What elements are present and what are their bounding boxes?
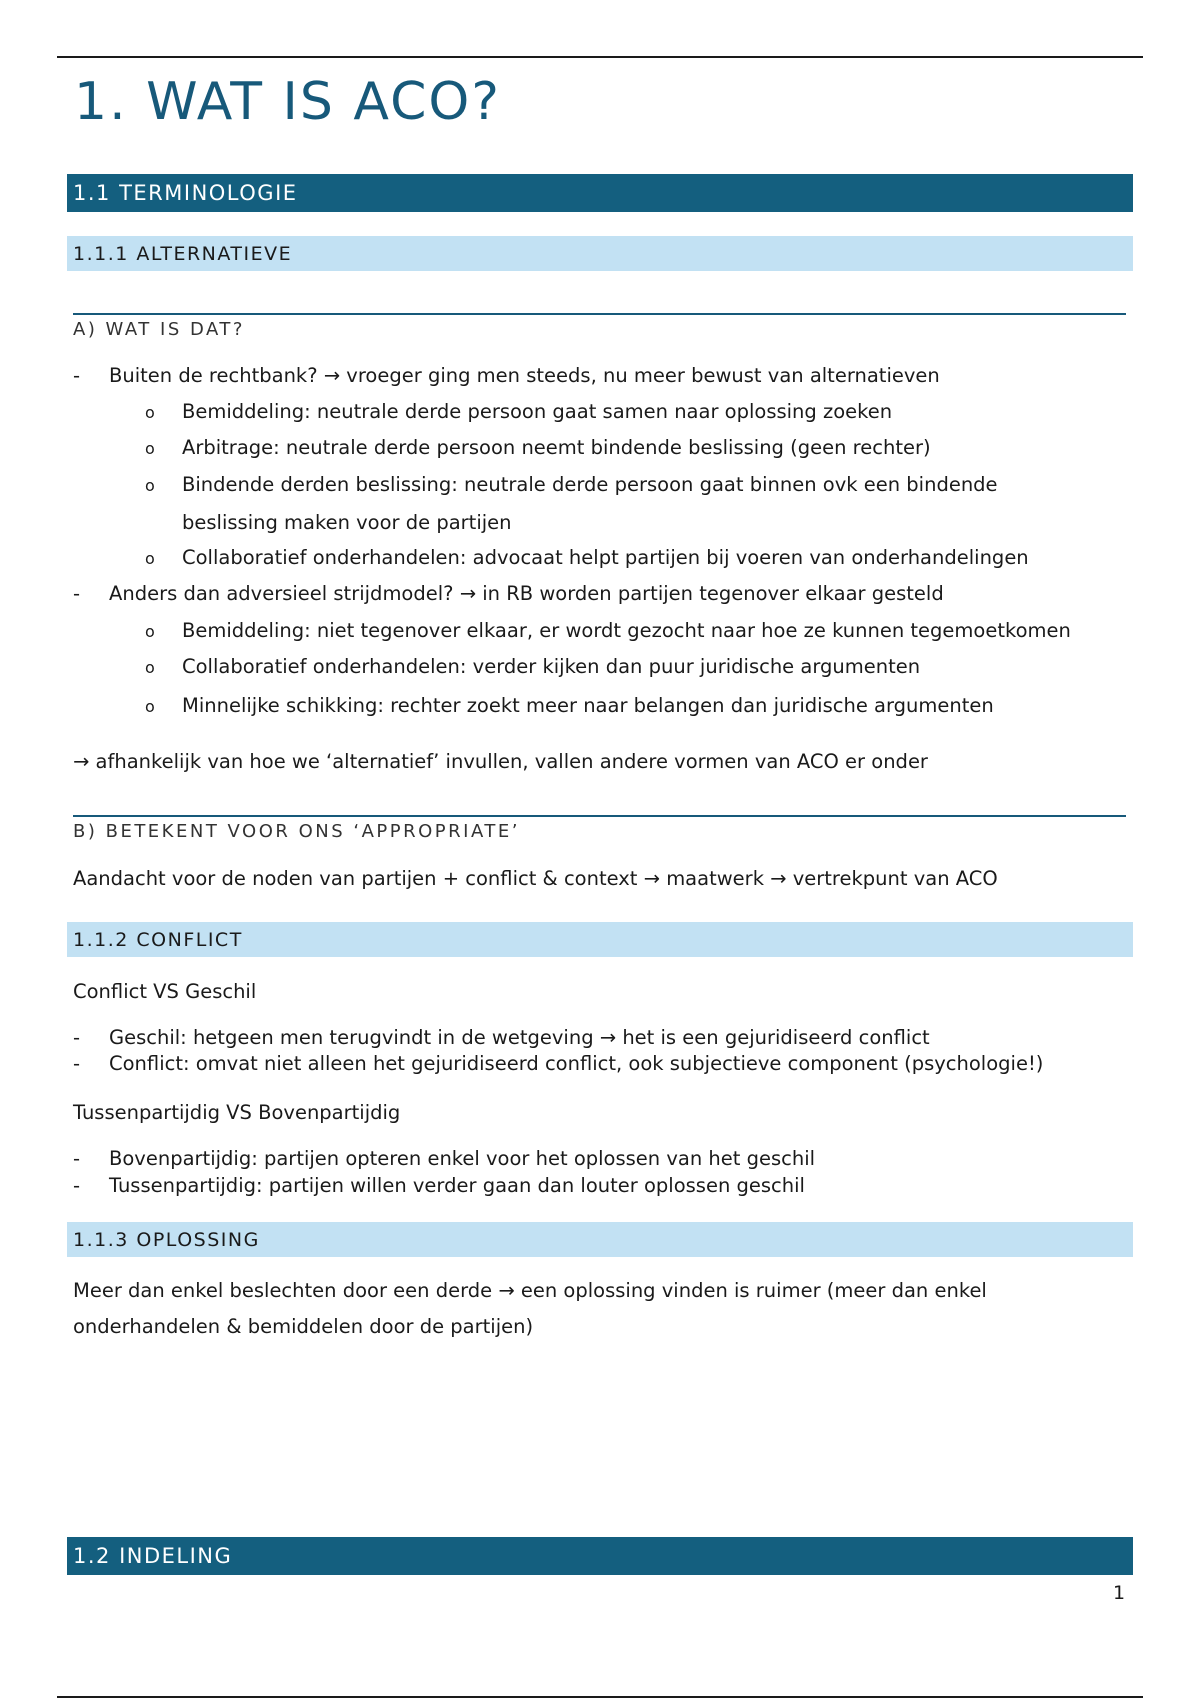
list-item: Bindende derden beslissing: neutrale derde persoon gaat binnen ovk een bindende bbox=[182, 473, 998, 496]
bullet-dash: - bbox=[73, 1052, 81, 1075]
list-item: Tussenpartijdig: partijen willen verder gaan dan louter oplossen geschil bbox=[109, 1174, 805, 1197]
bullet-circle: o bbox=[145, 439, 155, 458]
bottom-rule bbox=[57, 1696, 1143, 1698]
heading-betekent: B) BETEKENT VOOR ONS ‘APPROPRIATE’ bbox=[73, 815, 1126, 842]
list-item: Collaboratief onderhandelen: advocaat helpt partijen bij voeren van onderhandelingen bbox=[182, 546, 1029, 569]
bullet-circle: o bbox=[145, 549, 155, 568]
heading-terminologie: 1.1 TERMINOLOGIE bbox=[67, 174, 1133, 212]
page-title: 1. WAT IS ACO? bbox=[74, 72, 501, 132]
paragraph-tussen-vs: Tussenpartijdig VS Bovenpartijdig bbox=[73, 1101, 401, 1124]
paragraph-aandacht: Aandacht voor de noden van partijen + conflict & context → maatwerk → vertrekpunt van ACO bbox=[73, 867, 998, 890]
heading-conflict: 1.1.2 CONFLICT bbox=[67, 922, 1133, 957]
top-rule bbox=[57, 56, 1143, 58]
bullet-dash: - bbox=[73, 364, 81, 387]
paragraph-afhankelijk: → afhankelijk van hoe we ‘alternatief’ invullen, vallen andere vormen van ACO er onder bbox=[73, 750, 928, 773]
bullet-circle: o bbox=[145, 403, 155, 422]
paragraph-oplossing: Meer dan enkel beslechten door een derde → een oplossing vinden is ruimer (meer dan enkel bbox=[73, 1279, 987, 1302]
bullet-dash: - bbox=[73, 1147, 81, 1170]
bullet-dash: - bbox=[73, 1174, 81, 1197]
list-item: Conflict: omvat niet alleen het gejuridiseerd conflict, ook subjectieve component (psychologie!) bbox=[109, 1052, 1044, 1075]
bullet-dash: - bbox=[73, 582, 81, 605]
page-number: 1 bbox=[1113, 1582, 1126, 1604]
heading-indeling: 1.2 INDELING bbox=[67, 1537, 1133, 1575]
list-item-continuation: beslissing maken voor de partijen bbox=[182, 511, 512, 534]
heading-oplossing: 1.1.3 OPLOSSING bbox=[67, 1222, 1133, 1257]
heading-wat-is-dat: A) WAT IS DAT? bbox=[73, 313, 1126, 340]
list-item: Geschil: hetgeen men terugvindt in de wetgeving → het is een gejuridiseerd conflict bbox=[109, 1026, 930, 1049]
bullet-circle: o bbox=[145, 622, 155, 641]
list-item: Minnelijke schikking: rechter zoekt meer naar belangen dan juridische argumenten bbox=[182, 694, 994, 717]
bullet-circle: o bbox=[145, 697, 155, 716]
paragraph-oplossing-continuation: onderhandelen & bemiddelen door de partijen) bbox=[73, 1315, 534, 1338]
bullet-circle: o bbox=[145, 658, 155, 677]
bullet-circle: o bbox=[145, 476, 155, 495]
bullet-dash: - bbox=[73, 1026, 81, 1049]
heading-alternatieve: 1.1.1 ALTERNATIEVE bbox=[67, 236, 1133, 271]
list-item: Buiten de rechtbank? → vroeger ging men steeds, nu meer bewust van alternatieven bbox=[109, 364, 940, 387]
list-item: Bovenpartijdig: partijen opteren enkel voor het oplossen van het geschil bbox=[109, 1147, 816, 1170]
paragraph-conflict-vs: Conflict VS Geschil bbox=[73, 980, 257, 1003]
list-item: Bemiddeling: niet tegenover elkaar, er wordt gezocht naar hoe ze kunnen tegemoetkomen bbox=[182, 619, 1071, 642]
list-item: Collaboratief onderhandelen: verder kijken dan puur juridische argumenten bbox=[182, 655, 921, 678]
list-item: Arbitrage: neutrale derde persoon neemt bindende beslissing (geen rechter) bbox=[182, 436, 931, 459]
list-item: Anders dan adversieel strijdmodel? → in RB worden partijen tegenover elkaar gesteld bbox=[109, 582, 944, 605]
list-item: Bemiddeling: neutrale derde persoon gaat samen naar oplossing zoeken bbox=[182, 400, 893, 423]
